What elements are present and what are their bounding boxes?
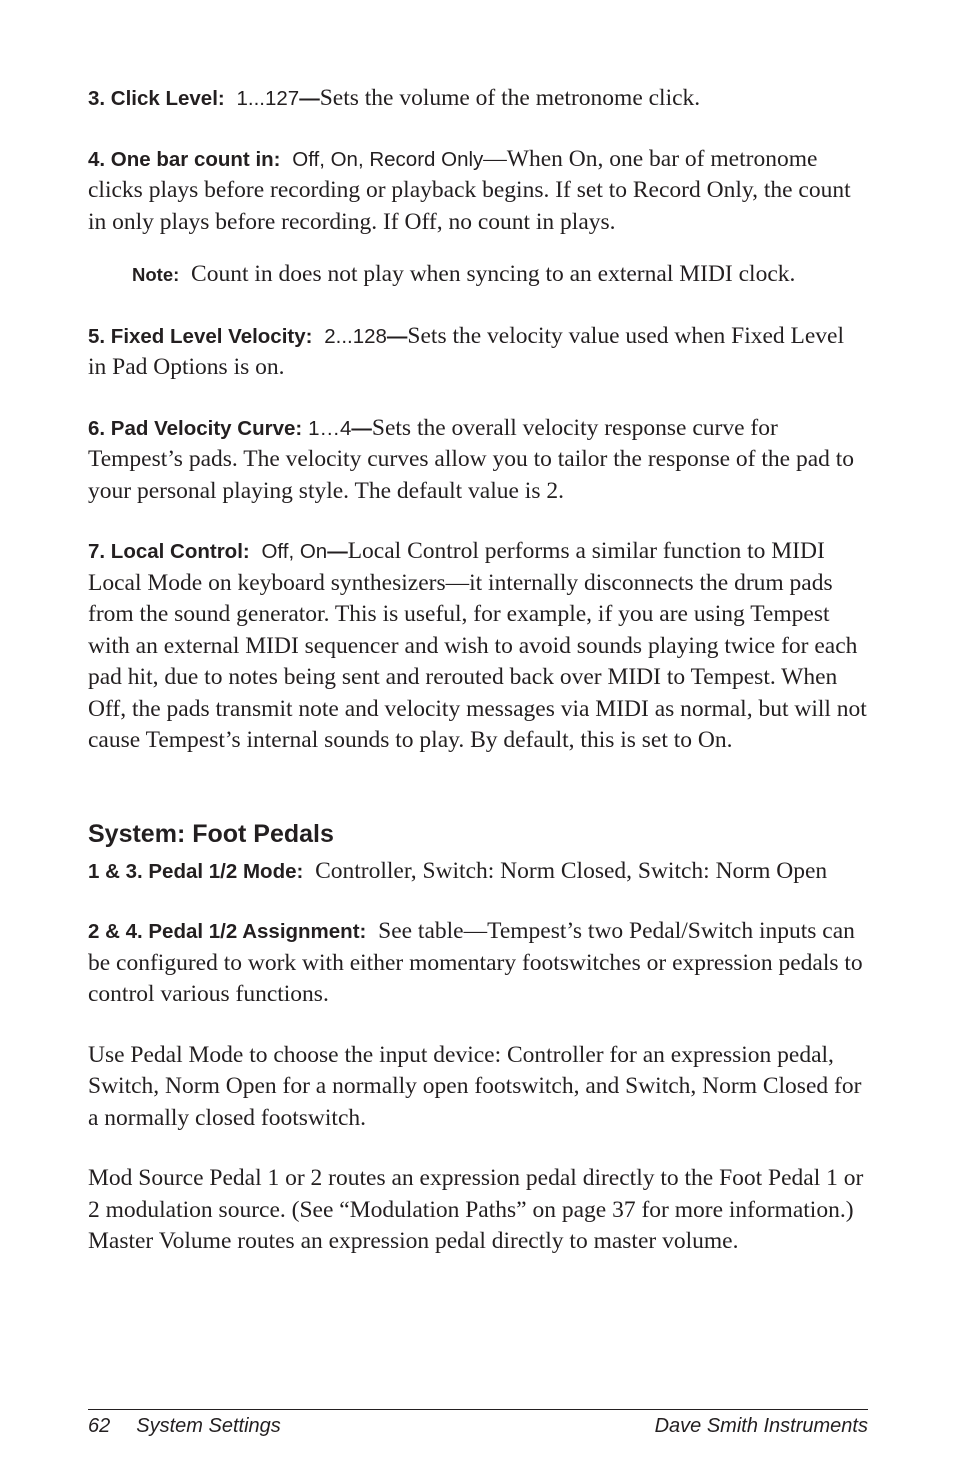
pedal-mode-item (88, 856, 868, 888)
click-level-description: Sets the volume of the metronome click. (319, 85, 701, 111)
pedal-mode-paragraph: Use Pedal Mode to choose the input device: Controller for an expression pedal, Switch, Norm Open for a normally open footswitch, and Switch, Norm Closed for a normally closed footswitch. (88, 1041, 862, 1131)
mod-source-paragraph: Mod Source Pedal 1 or 2 routes an expression pedal directly to the Foot Pedal 1 or 2 modulation source. (See “Modulation Paths” on page 37 for more information.) Master Volume routes an expression pedal directly to master volume. (88, 1165, 864, 1254)
page-footer (88, 1409, 868, 1437)
local-control-range: Off, On (261, 540, 328, 563)
pedal-assignment-item (88, 916, 868, 1011)
chapter-title: System Settings (136, 1415, 281, 1437)
velocity-curve-item (88, 413, 868, 508)
count-in-range: Off, On, Record Only (292, 147, 484, 171)
click-level-label: 3. Click Level: (88, 87, 225, 110)
velocity-curve-dash: — (351, 416, 372, 440)
page-content (88, 80, 868, 1258)
note-text: Count in does not play when syncing to an external MIDI clock. (191, 261, 796, 287)
pedal-assignment-label: 2 & 4. Pedal 1/2 Assignment: (88, 920, 367, 943)
fixed-velocity-dash: — (386, 324, 408, 348)
local-control-label: 7. Local Control: (88, 540, 250, 563)
section-heading: System: Foot Pedals (88, 819, 334, 848)
page-number: 62 (88, 1415, 111, 1437)
pedal-mode-description: Controller, Switch: Norm Closed, Switch: Norm Open (315, 857, 828, 884)
velocity-curve-label: 6. Pad Velocity Curve: (88, 416, 303, 440)
local-control-dash: — (327, 540, 348, 563)
local-control-description: Local Control performs a similar function to MIDI Local Mode on keyboard synthesizers—it internally disconnects the drum pads from the sound generator. This is useful, for example, if you are using Tempest with an external MIDI sequencer and wish to avoid sounds playing twice for each pad hit, due to notes being sent and rerouted back over MIDI to Tempest. When Off, the pads transmit note and velocity messages via MIDI as normal, but will not cause Tempest’s internal sounds to play. By default, this is set to On. (88, 538, 867, 753)
click-level-range: 1...127 (236, 87, 300, 110)
fixed-velocity-range: 2...128 (324, 324, 387, 348)
pedal-mode-label: 1 & 3. Pedal 1/2 Mode: (88, 859, 304, 883)
velocity-curve-description: Sets the overall velocity response curve for Tempest’s pads. The velocity curves allow you to tailor the response of the pad to your personal playing style. The default value is 2. (88, 414, 855, 504)
note-item (88, 259, 868, 291)
count-in-item (88, 144, 868, 239)
note-label: Note: (132, 264, 180, 285)
click-level-item (88, 83, 868, 115)
count-in-label: 4. One bar count in: (88, 147, 281, 171)
fixed-velocity-item (88, 321, 868, 384)
click-level-dash: — (299, 87, 320, 110)
local-control-item (88, 536, 868, 757)
footer-left (88, 1413, 281, 1439)
velocity-curve-range: 1…4 (308, 416, 352, 440)
fixed-velocity-description: Sets the velocity value used when Fixed Level in Pad Options is on. (88, 322, 845, 380)
pedal-assignment-description: See table—Tempest’s two Pedal/Switch inputs can be configured to work with either momentary footswitches or expression pedals to control various functions. (88, 918, 863, 1007)
count-in-description: —When On, one bar of metronome clicks plays before recording or playback begins. If set to Record Only, the count in only plays before recording. If Off, no count in plays. (88, 145, 851, 235)
publisher-name: Dave Smith Instruments (654, 1415, 868, 1437)
fixed-velocity-label: 5. Fixed Level Velocity: (88, 324, 313, 348)
